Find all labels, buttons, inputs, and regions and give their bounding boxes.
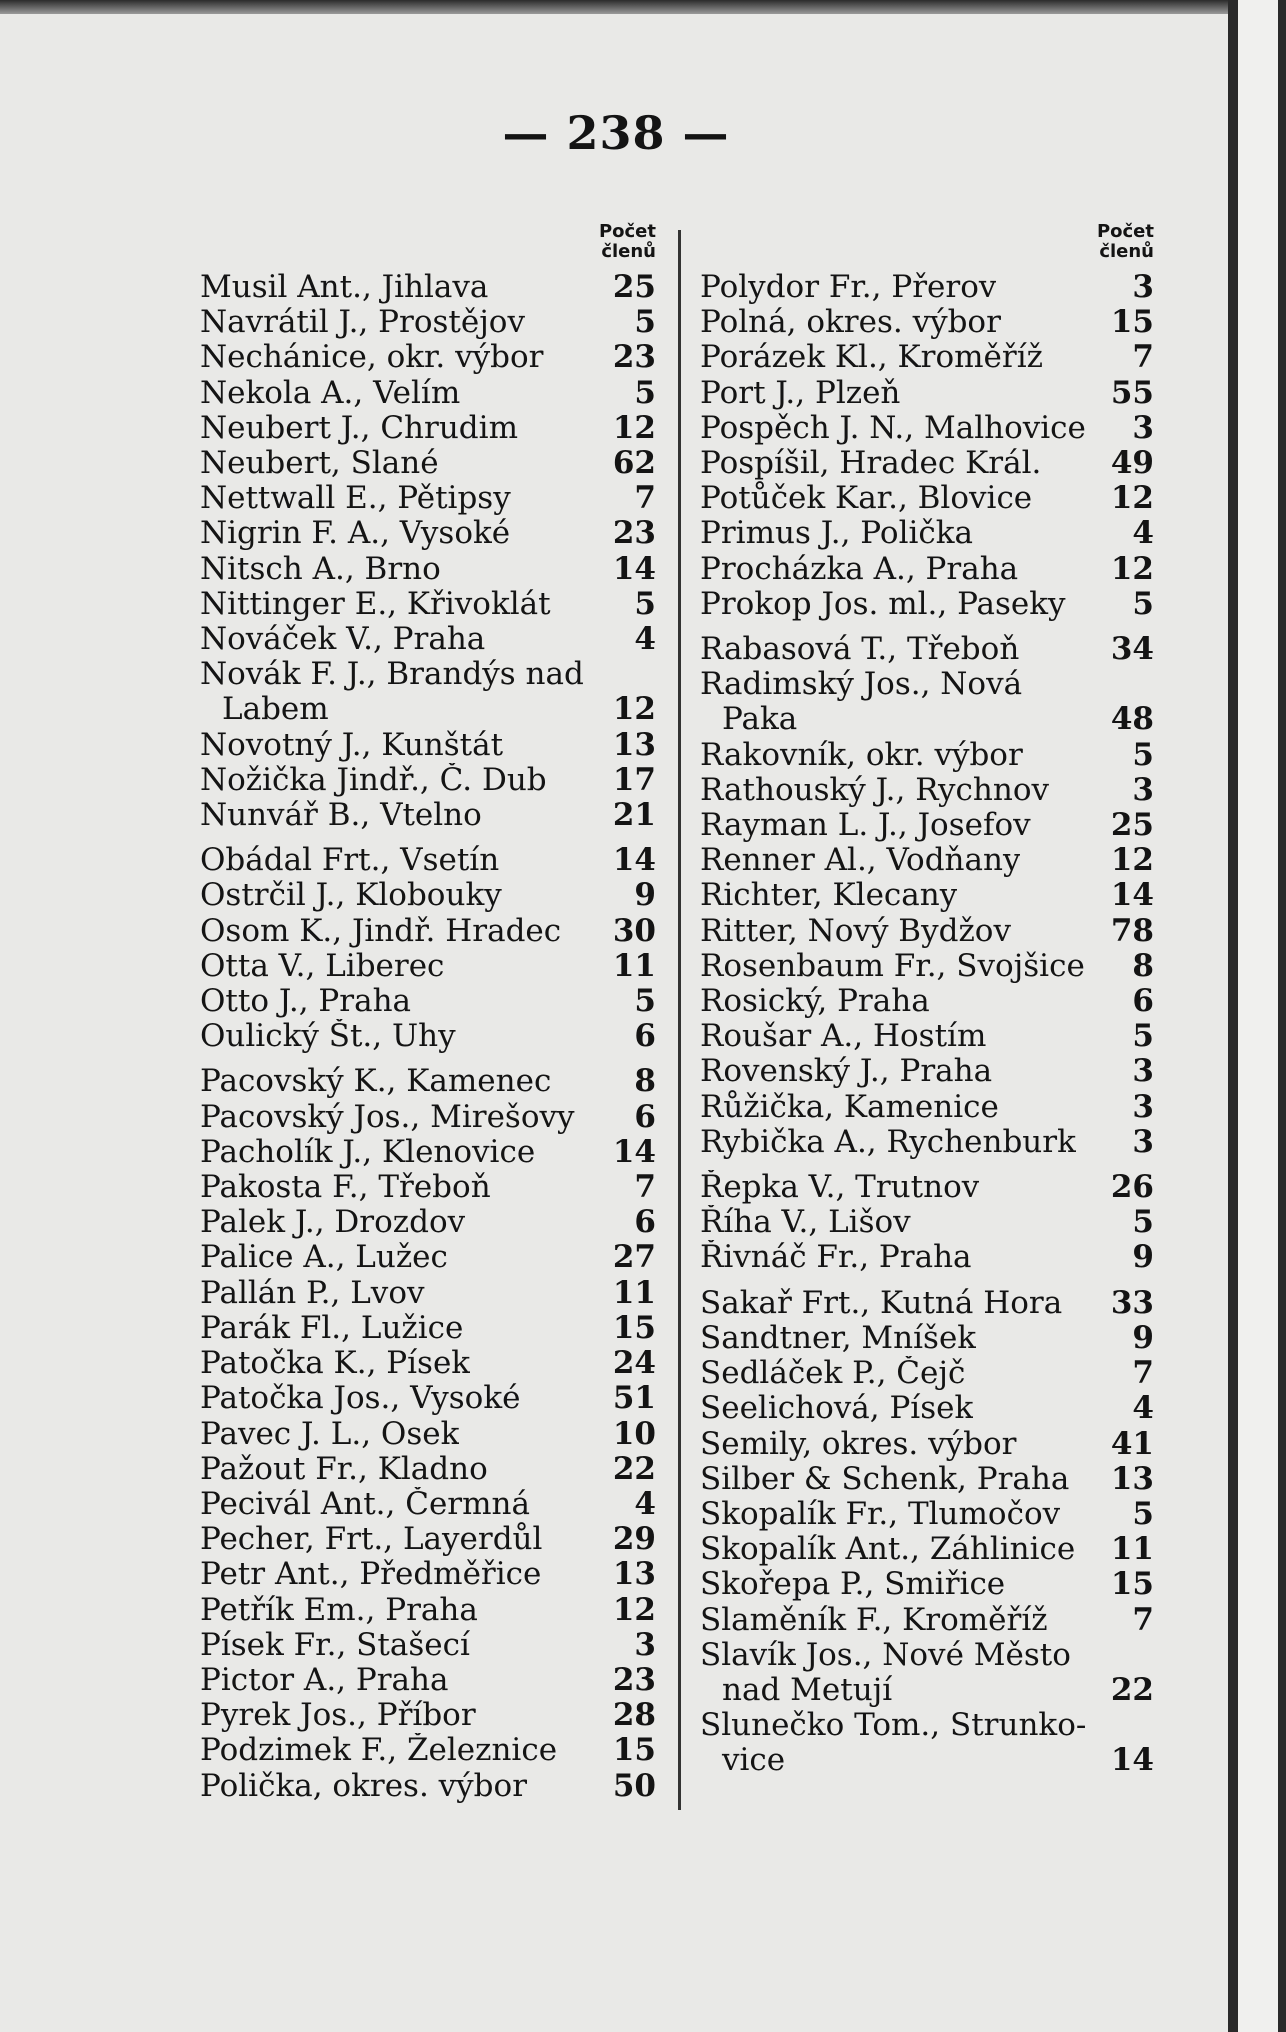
member-count: 9 bbox=[634, 877, 656, 914]
member-count: 15 bbox=[612, 1309, 656, 1346]
member-name: Polná, okres. výbor bbox=[700, 305, 1001, 341]
member-count: 14 bbox=[612, 842, 656, 879]
member-count: 50 bbox=[612, 1767, 656, 1804]
list-item bbox=[700, 1462, 1154, 1497]
member-name: Rathouský J., Rychnov bbox=[700, 772, 1050, 808]
member-count: 5 bbox=[1132, 736, 1154, 773]
member-count: 15 bbox=[612, 1732, 656, 1769]
member-name: Pavec J. L., Osek bbox=[200, 1416, 460, 1452]
member-count: 11 bbox=[612, 947, 656, 984]
section-gap bbox=[200, 833, 656, 843]
list-item bbox=[700, 1743, 1154, 1778]
member-count: 12 bbox=[612, 1591, 656, 1628]
list-item bbox=[200, 1593, 656, 1628]
member-count: 17 bbox=[612, 761, 656, 798]
member-name: Rayman L. J., Josefov bbox=[700, 808, 1031, 844]
member-count: 15 bbox=[1110, 1566, 1154, 1603]
member-name: Pictor A., Praha bbox=[200, 1662, 449, 1698]
section-gap bbox=[700, 622, 1154, 632]
list-item bbox=[200, 587, 656, 622]
list-item bbox=[200, 552, 656, 587]
member-name: Skořepa P., Smiřice bbox=[700, 1567, 1006, 1603]
list-item bbox=[700, 1603, 1154, 1638]
member-name: Rosický, Praha bbox=[700, 984, 930, 1020]
member-count: 7 bbox=[634, 480, 656, 517]
member-count: 6 bbox=[634, 1098, 656, 1135]
member-name: Písek Fr., Stašecí bbox=[200, 1627, 470, 1663]
member-name: Nožička Jindř., Č. Dub bbox=[200, 762, 547, 798]
member-name: Sandtner, Mníšek bbox=[700, 1320, 977, 1356]
member-count: 5 bbox=[1132, 1018, 1154, 1055]
list-item bbox=[200, 914, 656, 949]
member-name: vice bbox=[722, 1743, 786, 1779]
list-item bbox=[200, 728, 656, 763]
member-count: 27 bbox=[612, 1239, 656, 1276]
member-count: 4 bbox=[634, 621, 656, 658]
member-name: Osom K., Jindř. Hradec bbox=[200, 913, 562, 949]
member-name: Řivnáč Fr., Praha bbox=[700, 1240, 972, 1276]
member-name: Neubert, Slané bbox=[200, 446, 439, 482]
member-count: 30 bbox=[612, 912, 656, 949]
list-item bbox=[200, 798, 656, 833]
member-name: Semily, okres. výbor bbox=[700, 1426, 1017, 1462]
list-item bbox=[700, 1286, 1154, 1321]
member-count: 6 bbox=[634, 1018, 656, 1055]
member-name: Navrátil J., Prostějov bbox=[200, 305, 525, 341]
member-count: 33 bbox=[1110, 1284, 1154, 1321]
right-entry-list bbox=[700, 270, 1154, 1779]
list-item bbox=[200, 657, 656, 692]
list-item bbox=[700, 305, 1154, 340]
list-item bbox=[200, 1381, 656, 1416]
member-name: Nechánice, okr. výbor bbox=[200, 340, 544, 376]
list-item bbox=[700, 552, 1154, 587]
member-name: Porázek Kl., Kroměříž bbox=[700, 340, 1043, 376]
member-count: 12 bbox=[1110, 480, 1154, 517]
header-line-1: Počet bbox=[1096, 221, 1154, 242]
member-count: 13 bbox=[612, 726, 656, 763]
member-count: 5 bbox=[634, 304, 656, 341]
list-item bbox=[700, 1391, 1154, 1426]
list-item bbox=[200, 1628, 656, 1663]
member-count: 4 bbox=[1132, 1390, 1154, 1427]
member-count: 22 bbox=[1110, 1671, 1154, 1708]
member-name: Nekola A., Velím bbox=[200, 375, 461, 411]
member-count: 23 bbox=[612, 515, 656, 552]
list-item bbox=[700, 340, 1154, 375]
right-column bbox=[700, 222, 1154, 1779]
member-name: Rakovník, okr. výbor bbox=[700, 737, 1023, 773]
member-name: Roušar A., Hostím bbox=[700, 1019, 987, 1055]
member-count: 10 bbox=[612, 1415, 656, 1452]
member-count: 48 bbox=[1110, 701, 1154, 738]
list-item bbox=[700, 1638, 1154, 1673]
left-column bbox=[200, 222, 656, 1804]
member-name: Pallán P., Lvov bbox=[200, 1275, 425, 1311]
list-item bbox=[200, 1170, 656, 1205]
member-count: 14 bbox=[612, 1133, 656, 1170]
list-item bbox=[200, 1346, 656, 1381]
list-item bbox=[200, 878, 656, 913]
section-gap bbox=[200, 1054, 656, 1064]
member-name: Labem bbox=[222, 692, 329, 728]
member-count: 14 bbox=[612, 550, 656, 587]
right-column-header bbox=[700, 222, 1154, 270]
list-item bbox=[200, 1769, 656, 1804]
column-divider bbox=[678, 230, 681, 1810]
list-item bbox=[700, 1708, 1154, 1743]
member-name: Pakosta F., Třeboň bbox=[200, 1170, 491, 1206]
list-item bbox=[200, 1135, 656, 1170]
member-name: Podzimek F., Železnice bbox=[200, 1733, 558, 1769]
list-item bbox=[700, 914, 1154, 949]
list-item bbox=[200, 763, 656, 798]
list-item bbox=[700, 1532, 1154, 1567]
member-count: 3 bbox=[634, 1626, 656, 1663]
list-item bbox=[200, 949, 656, 984]
list-item bbox=[200, 622, 656, 657]
member-count: 62 bbox=[612, 445, 656, 482]
list-item bbox=[700, 1090, 1154, 1125]
member-count: 5 bbox=[1132, 1204, 1154, 1241]
header-line-2: členů bbox=[1099, 241, 1154, 262]
list-item bbox=[200, 1100, 656, 1135]
member-name: Pacovský K., Kamenec bbox=[200, 1064, 552, 1100]
member-name: Pecivál Ant., Čermná bbox=[200, 1486, 530, 1522]
member-name: Parák Fl., Lužice bbox=[200, 1310, 464, 1346]
list-item bbox=[200, 1276, 656, 1311]
list-item bbox=[200, 1240, 656, 1275]
member-count: 25 bbox=[612, 269, 656, 305]
member-count: 13 bbox=[612, 1556, 656, 1593]
member-count: 12 bbox=[612, 691, 656, 728]
member-name: Procházka A., Praha bbox=[700, 551, 1019, 587]
member-count: 7 bbox=[634, 1169, 656, 1206]
member-count: 26 bbox=[1110, 1169, 1154, 1206]
list-item bbox=[700, 702, 1154, 737]
member-count: 14 bbox=[1110, 1742, 1154, 1779]
member-name: Nováček V., Praha bbox=[200, 622, 486, 658]
header-line-1: Počet bbox=[598, 221, 656, 242]
member-name: Pacholík J., Klenovice bbox=[200, 1134, 536, 1170]
member-name: Otto J., Praha bbox=[200, 984, 412, 1020]
list-item bbox=[700, 446, 1154, 481]
list-item bbox=[200, 516, 656, 551]
member-name: Prokop Jos. ml., Paseky bbox=[700, 586, 1066, 622]
member-name: Port J., Plzeň bbox=[700, 375, 901, 411]
member-count: 4 bbox=[1132, 515, 1154, 552]
list-item bbox=[700, 1427, 1154, 1462]
list-item bbox=[200, 843, 656, 878]
member-name: Palek J., Drozdov bbox=[200, 1205, 466, 1241]
member-name: Novák F. J., Brandýs nad bbox=[200, 657, 584, 693]
member-count: 55 bbox=[1110, 374, 1154, 411]
page-top-edge bbox=[0, 0, 1232, 14]
list-item bbox=[700, 1497, 1154, 1532]
member-count: 12 bbox=[1110, 550, 1154, 587]
member-count: 7 bbox=[1132, 339, 1154, 376]
section-gap bbox=[700, 1276, 1154, 1286]
member-count: 5 bbox=[1132, 585, 1154, 622]
member-name: Potůček Kar., Blovice bbox=[700, 481, 1033, 517]
list-item bbox=[700, 1321, 1154, 1356]
member-count: 12 bbox=[612, 409, 656, 446]
member-count: 6 bbox=[1132, 983, 1154, 1020]
member-name: Silber & Schenk, Praha bbox=[700, 1461, 1070, 1497]
member-count: 41 bbox=[1110, 1425, 1154, 1462]
list-item bbox=[200, 376, 656, 411]
member-count: 6 bbox=[634, 1204, 656, 1241]
list-item bbox=[700, 376, 1154, 411]
next-page-strip bbox=[1238, 0, 1278, 2032]
member-count: 15 bbox=[1110, 304, 1154, 341]
list-item bbox=[700, 878, 1154, 913]
member-name: Polydor Fr., Přerov bbox=[700, 270, 997, 305]
member-name: Patočka Jos., Vysoké bbox=[200, 1381, 521, 1417]
list-item bbox=[700, 516, 1154, 551]
member-count: 29 bbox=[612, 1521, 656, 1558]
list-item bbox=[700, 1205, 1154, 1240]
list-item bbox=[700, 1356, 1154, 1391]
member-count: 14 bbox=[1110, 877, 1154, 914]
member-count: 78 bbox=[1110, 912, 1154, 949]
member-name: Pacovský Jos., Mirešovy bbox=[200, 1099, 575, 1135]
member-name: Musil Ant., Jihlava bbox=[200, 270, 489, 305]
list-item bbox=[200, 1311, 656, 1346]
list-item bbox=[200, 1064, 656, 1099]
member-name: Skopalík Fr., Tlumočov bbox=[700, 1496, 1061, 1532]
member-count: 24 bbox=[612, 1345, 656, 1382]
list-item bbox=[200, 1205, 656, 1240]
member-count: 5 bbox=[634, 374, 656, 411]
list-item bbox=[200, 1733, 656, 1768]
list-item bbox=[700, 1170, 1154, 1205]
list-item bbox=[700, 632, 1154, 667]
page-right-edge bbox=[1228, 0, 1286, 2032]
list-item bbox=[200, 1452, 656, 1487]
page-number: — 238 — bbox=[502, 106, 730, 160]
member-name: Nigrin F. A., Vysoké bbox=[200, 516, 511, 552]
list-item bbox=[700, 270, 1154, 305]
member-name: Pospíšil, Hradec Král. bbox=[700, 446, 1042, 482]
list-item bbox=[200, 984, 656, 1019]
member-name: Pecher, Frt., Layerdůl bbox=[200, 1522, 543, 1558]
member-name: Palice A., Lužec bbox=[200, 1240, 448, 1276]
member-count: 34 bbox=[1110, 631, 1154, 668]
member-name: Slaměník F., Kroměříž bbox=[700, 1602, 1048, 1638]
member-name: Nittinger E., Křivoklát bbox=[200, 586, 551, 622]
member-name: Slavík Jos., Nové Město bbox=[700, 1637, 1071, 1673]
member-name: Sakař Frt., Kutná Hora bbox=[700, 1285, 1063, 1321]
list-item bbox=[200, 1487, 656, 1522]
member-name: Růžička, Kamenice bbox=[700, 1089, 999, 1125]
member-name: Nitsch A., Brno bbox=[200, 551, 441, 587]
member-name: Nunvář B., Vtelno bbox=[200, 798, 482, 834]
list-item bbox=[700, 587, 1154, 622]
member-count: 3 bbox=[1132, 1053, 1154, 1090]
list-item bbox=[200, 1019, 656, 1054]
list-item bbox=[700, 773, 1154, 808]
list-item bbox=[200, 1522, 656, 1557]
member-name: Seelichová, Písek bbox=[700, 1391, 974, 1427]
member-name: Nettwall E., Pětipsy bbox=[200, 481, 511, 517]
list-item bbox=[700, 1054, 1154, 1089]
list-item bbox=[700, 1019, 1154, 1054]
member-count: 8 bbox=[634, 1063, 656, 1100]
member-count: 11 bbox=[612, 1274, 656, 1311]
member-name: Neubert J., Chrudim bbox=[200, 410, 518, 446]
member-count: 3 bbox=[1132, 1123, 1154, 1160]
member-count: 28 bbox=[612, 1697, 656, 1734]
list-item bbox=[700, 1673, 1154, 1708]
member-name: Oulický Št., Uhy bbox=[200, 1019, 456, 1055]
member-count: 8 bbox=[1132, 947, 1154, 984]
member-name: Rabasová T., Třeboň bbox=[700, 632, 1020, 668]
member-name: Rovenský J., Praha bbox=[700, 1054, 993, 1090]
list-item bbox=[700, 1240, 1154, 1275]
list-item bbox=[200, 481, 656, 516]
member-name: Polička, okres. výbor bbox=[200, 1768, 528, 1804]
list-item bbox=[700, 808, 1154, 843]
list-item bbox=[200, 340, 656, 375]
list-item bbox=[700, 1567, 1154, 1602]
member-name: Pažout Fr., Kladno bbox=[200, 1451, 488, 1487]
member-count: 5 bbox=[1132, 1495, 1154, 1532]
member-count: 49 bbox=[1110, 445, 1154, 482]
member-name: Petřík Em., Praha bbox=[200, 1592, 478, 1628]
member-count: 5 bbox=[634, 585, 656, 622]
member-count: 11 bbox=[1110, 1531, 1154, 1568]
member-name: Pyrek Jos., Příbor bbox=[200, 1698, 476, 1734]
list-item bbox=[700, 667, 1154, 702]
list-item bbox=[200, 1417, 656, 1452]
list-item bbox=[200, 411, 656, 446]
member-name: Rybička A., Rychenburk bbox=[700, 1124, 1076, 1160]
member-count: 21 bbox=[612, 797, 656, 834]
member-name: Primus J., Polička bbox=[700, 516, 974, 552]
member-name: nad Metují bbox=[722, 1672, 893, 1708]
member-name: Otta V., Liberec bbox=[200, 948, 445, 984]
list-item bbox=[700, 984, 1154, 1019]
member-name: Radimský Jos., Nová bbox=[700, 667, 1023, 703]
member-count: 13 bbox=[1110, 1460, 1154, 1497]
list-item bbox=[700, 481, 1154, 516]
list-item bbox=[200, 1557, 656, 1592]
list-item bbox=[700, 411, 1154, 446]
list-item bbox=[700, 738, 1154, 773]
left-entry-list bbox=[200, 270, 656, 1804]
member-name: Pospěch J. N., Malhovice bbox=[700, 410, 1086, 446]
member-name: Novotný J., Kunštát bbox=[200, 727, 504, 763]
list-item bbox=[700, 843, 1154, 878]
member-name: Obádal Frt., Vsetín bbox=[200, 843, 500, 879]
member-count: 4 bbox=[634, 1485, 656, 1522]
member-count: 7 bbox=[1132, 1355, 1154, 1392]
member-count: 12 bbox=[1110, 842, 1154, 879]
member-name: Sedláček P., Čejč bbox=[700, 1356, 966, 1392]
member-count: 3 bbox=[1132, 771, 1154, 808]
list-item bbox=[200, 692, 656, 727]
section-gap bbox=[700, 1160, 1154, 1170]
member-count: 3 bbox=[1132, 269, 1154, 305]
member-count: 25 bbox=[1110, 807, 1154, 844]
list-item bbox=[700, 1125, 1154, 1160]
member-name: Rosenbaum Fr., Svojšice bbox=[700, 948, 1085, 984]
member-count: 7 bbox=[1132, 1601, 1154, 1638]
member-name: Ostrčil J., Klobouky bbox=[200, 878, 502, 914]
member-name: Paka bbox=[722, 702, 798, 738]
list-item bbox=[200, 305, 656, 340]
list-item bbox=[200, 1698, 656, 1733]
member-count: 5 bbox=[634, 983, 656, 1020]
member-count: 3 bbox=[1132, 409, 1154, 446]
member-name: Renner Al., Vodňany bbox=[700, 843, 1021, 879]
member-count: 9 bbox=[1132, 1319, 1154, 1356]
list-item bbox=[700, 949, 1154, 984]
member-name: Petr Ant., Předměřice bbox=[200, 1557, 542, 1593]
list-item bbox=[200, 1663, 656, 1698]
list-item bbox=[200, 270, 656, 305]
member-count: 22 bbox=[612, 1450, 656, 1487]
left-column-header bbox=[200, 222, 656, 270]
list-item bbox=[200, 446, 656, 481]
member-name: Richter, Klecany bbox=[700, 878, 958, 914]
header-line-2: členů bbox=[601, 241, 656, 262]
member-name: Skopalík Ant., Záhlinice bbox=[700, 1532, 1076, 1568]
member-name: Slunečko Tom., Strunko- bbox=[700, 1708, 1087, 1744]
member-count: 51 bbox=[612, 1380, 656, 1417]
member-count: 3 bbox=[1132, 1088, 1154, 1125]
member-count: 23 bbox=[612, 339, 656, 376]
member-name: Řepka V., Trutnov bbox=[700, 1170, 980, 1206]
member-name: Říha V., Lišov bbox=[700, 1205, 911, 1241]
member-count: 23 bbox=[612, 1661, 656, 1698]
member-name: Patočka K., Písek bbox=[200, 1346, 471, 1382]
member-count: 9 bbox=[1132, 1239, 1154, 1276]
member-name: Ritter, Nový Bydžov bbox=[700, 913, 1011, 949]
